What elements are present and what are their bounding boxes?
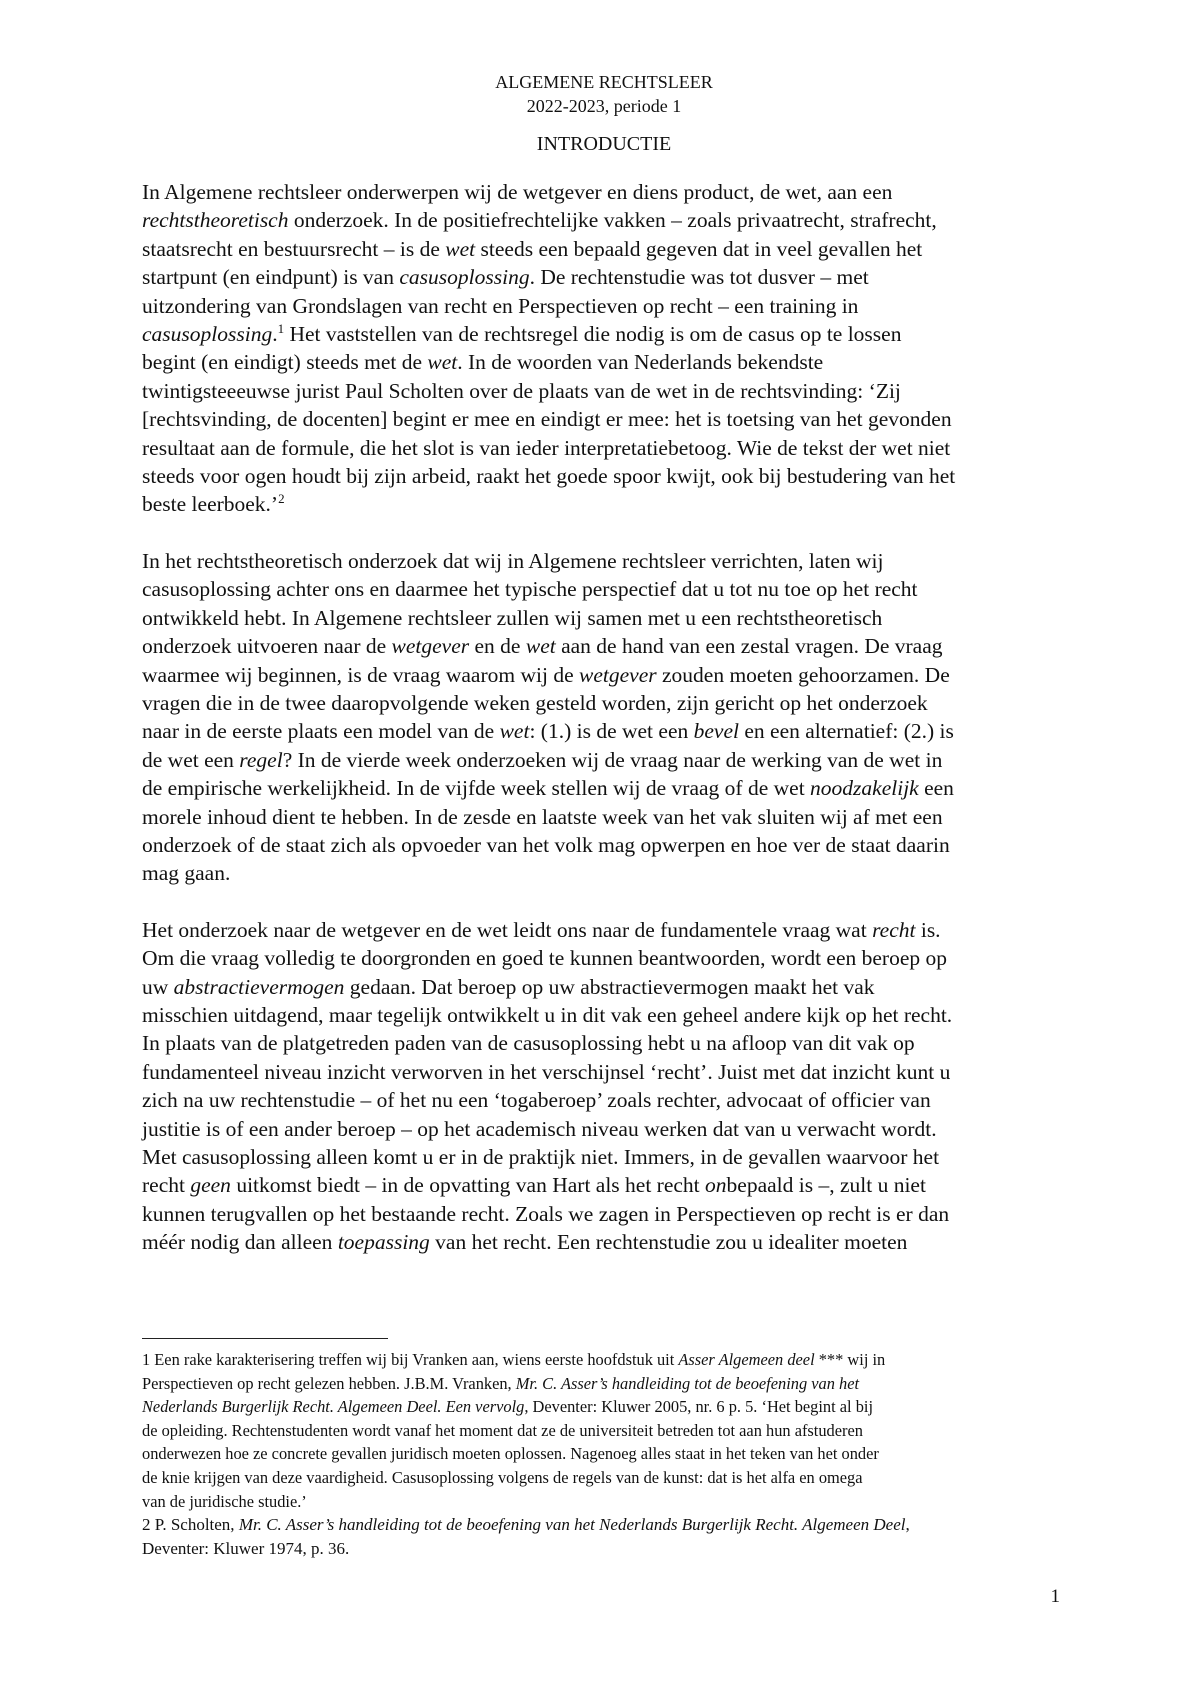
emphasis: noodzakelijk — [810, 776, 919, 801]
text-line: de wet een regel? In de vierde week onderzoeken wij de vraag naar de werking van de wet in — [142, 747, 943, 772]
emphasis: wet — [525, 634, 556, 659]
text-line: misschien uitdagend, maar tegelijk ontwikkelt u in dit vak een geheel andere kijk op het recht. — [142, 1002, 953, 1027]
text-line: mag gaan. — [142, 861, 231, 886]
text-line: uw abstractievermogen gedaan. Dat beroep op uw abstractievermogen maakt het vak — [142, 974, 875, 999]
text-line: ontwikkeld hebt. In Algemene rechtsleer zullen wij samen met u een rechtstheoretisch — [142, 605, 883, 630]
emphasis: Asser Algemeen deel — [678, 1350, 815, 1369]
emphasis: wet — [427, 350, 458, 375]
emphasis: wet — [499, 719, 530, 744]
section-heading: INTRODUCTIE — [536, 133, 672, 155]
emphasis: bevel — [693, 719, 739, 744]
footnote-1-line: onderwezen hoe ze concrete gevallen juridisch moeten oplossen. Nagenoeg alles staat in het teken van het onder — [142, 1444, 879, 1464]
emphasis: Mr. C. Asser’s handleiding tot de beoefening van het Nederlands Burgerlijk Recht. Algemeen Deel — [238, 1515, 906, 1535]
footnotes — [142, 1348, 1066, 1560]
text-line: In Algemene rechtsleer onderwerpen wij de wetgever en diens product, de wet, aan een — [142, 180, 893, 204]
footnote-ref-2[interactable]: 2 — [278, 491, 285, 507]
text-line: Om die vraag volledig te doorgronden en goed te kunnen beantwoorden, wordt een beroep op — [142, 946, 948, 971]
emphasis: abstractievermogen — [173, 974, 345, 999]
text-line: justitie is of een ander beroep – op het academisch niveau werken dat van u verwacht wordt. — [142, 1116, 937, 1141]
paragraph-2 — [142, 547, 1066, 888]
text-line: naar in de eerste plaats een model van de wet: (1.) is de wet een bevel en een alternatief: (2.) is — [142, 719, 954, 744]
text-line: de empirische werkelijkheid. In de vijfde week stellen wij de vraag of de wet noodzakelijk een — [142, 776, 954, 801]
text-line: twintigsteeeuwse jurist Paul Scholten over de plaats van de wet in de rechtsvinding: ‘Zij — [142, 378, 901, 403]
footnote-1-line: Nederlands Burgerlijk Recht. Algemeen Deel. Een vervolg, Deventer: Kluwer 2005, nr. 6 p. 5. ‘Het begint al bij — [142, 1397, 874, 1417]
paragraph-3 — [142, 916, 1066, 1257]
text-line: In plaats van de platgetreden paden van de casusoplossing hebt u na afloop van dit vak op — [142, 1031, 915, 1056]
text-line: resultaat aan de formule, die het slot is van ieder interpretatiebetoog. Wie de tekst der wet niet — [142, 435, 951, 460]
text-line: staatsrecht en bestuursrecht – is de wet steeds een bepaald gegeven dat in veel gevallen het — [142, 236, 923, 261]
footnote-1-line: Perspectieven op recht gelezen hebben. J.B.M. Vranken, Mr. C. Asser’s handleiding tot de beoefening van het — [142, 1373, 860, 1393]
footnote-1-line: 1 Een rake karakterisering treffen wij bij Vranken aan, wiens eerste hoofdstuk uit Asser Algemeen deel *** wij in — [142, 1350, 886, 1369]
text-line: steeds voor ogen houdt bij zijn arbeid, raakt het goede spoor kwijt, ook bij bestudering van het — [142, 464, 956, 489]
text-line: begint (en eindigt) steeds met de wet. In de woorden van Nederlands bekendste — [142, 350, 824, 375]
text-line: rechtstheoretisch onderzoek. In de positiefrechtelijke vakken – zoals privaatrecht, strafrecht, — [142, 208, 937, 233]
emphasis: geen — [190, 1173, 231, 1198]
text-line: beste leerboek.’$^2$ — [142, 491, 285, 517]
emphasis: rechtstheoretisch — [142, 208, 289, 233]
emphasis: regel — [239, 747, 283, 772]
footnote-separator — [142, 1338, 388, 1339]
page-number: 1 — [1050, 1586, 1060, 1607]
emphasis: casusoplossing — [399, 265, 530, 290]
emphasis: toepassing — [337, 1230, 430, 1255]
emphasis: Nederlands Burgerlijk Recht. Algemeen Deel. Een vervolg — [142, 1397, 525, 1417]
text-line: zich na uw rechtenstudie – of het nu een ‘togaberoep’ zoals rechter, advocaat of officier van — [142, 1088, 931, 1113]
text-line: waarmee wij beginnen, is de vraag waarom wij de wetgever zouden moeten gehoorzamen. De — [142, 662, 950, 687]
document-page — [142, 70, 1066, 1285]
text-line: morele inhoud dient te hebben. In de zesde en laatste week van het vak sluiten wij af met een — [142, 804, 943, 829]
text-line: startpunt (en eindpunt) is van casusoplossing. De rechtenstudie was tot dusver – met — [142, 265, 869, 290]
text-line: In het rechtstheoretisch onderzoek dat wij in Algemene rechtsleer verrichten, laten wij — [142, 548, 884, 573]
footnote-1-line: de opleiding. Rechtenstudenten wordt vanaf het moment dat ze de universiteit betreden tot aan hun afstuderen — [142, 1420, 863, 1440]
text-line: Het onderzoek naar de wetgever en de wet leidt ons naar de fundamentele vraag wat recht is. — [142, 917, 941, 942]
course-period: 2022-2023, periode 1 — [526, 96, 682, 116]
text-line: fundamenteel niveau inzicht verworven in het verschijnsel ‘recht’. Juist met dat inzicht kunt u — [142, 1059, 951, 1084]
footnote-2-line: 2 P. Scholten, Mr. C. Asser’s handleiding tot de beoefening van het Nederlands Burgerlijk Recht. Algemeen Deel, — [142, 1515, 910, 1535]
footnote-1-line: van de juridische studie.’ — [142, 1491, 307, 1511]
emphasis: recht — [872, 917, 916, 942]
emphasis: on — [705, 1173, 727, 1198]
text-line: méér nodig dan alleen toepassing van het recht. Een rechtenstudie zou u idealiter moeten — [142, 1230, 908, 1255]
text-line: vragen die in de twee daaropvolgende weken gesteld worden, zijn gericht op het onderzoek — [142, 690, 928, 715]
text-line: Met casusoplossing alleen komt u er in de praktijk niet. Immers, in de gevallen waarvoor het — [142, 1145, 940, 1169]
course-title: ALGEMENE RECHTSLEER — [495, 72, 713, 92]
text-line: recht geen uitkomst biedt – in de opvatting van Hart als het recht onbepaald is –, zult u niet — [142, 1173, 926, 1198]
emphasis: Mr. C. Asser’s handleiding tot de beoefening van het — [515, 1373, 860, 1393]
emphasis: casusoplossing — [142, 322, 273, 347]
text-line: onderzoek of de staat zich als opvoeder van het volk mag opwerpen en hoe ver de staat daarin — [142, 832, 950, 857]
emphasis: wetgever — [579, 662, 657, 687]
text-line: uitzondering van Grondslagen van recht en Perspectieven op recht – een training in — [142, 293, 859, 318]
text-line: onderzoek uitvoeren naar de wetgever en de wet aan de hand van een zestal vragen. De vraag — [142, 634, 943, 659]
footnote-1-line: de knie krijgen van deze vaardigheid. Casusoplossing volgens de regels van de kunst: dat is het alfa en omega — [142, 1467, 863, 1487]
footnote-2-line: Deventer: Kluwer 1974, p. 36. — [142, 1538, 350, 1558]
emphasis: wet — [445, 236, 476, 261]
text-line: casusoplossing achter ons en daarmee het typische perspectief dat u tot nu toe op het recht — [142, 577, 918, 602]
text-line: kunnen terugvallen op het bestaande recht. Zoals we zagen in Perspectieven op recht is er dan — [142, 1201, 950, 1226]
text-line: [rechtsvinding, de docenten] begint er mee en eindigt er mee: het is toetsing van het gevonden — [142, 407, 952, 432]
footnote-ref-1[interactable]: 1 — [277, 320, 285, 336]
paragraph-1 — [142, 178, 1066, 519]
text-line: casusoplossing.$^1$ Het vaststellen van de rechtsregel die nodig is om de casus op te lossen — [142, 320, 902, 347]
emphasis: wetgever — [391, 634, 470, 659]
